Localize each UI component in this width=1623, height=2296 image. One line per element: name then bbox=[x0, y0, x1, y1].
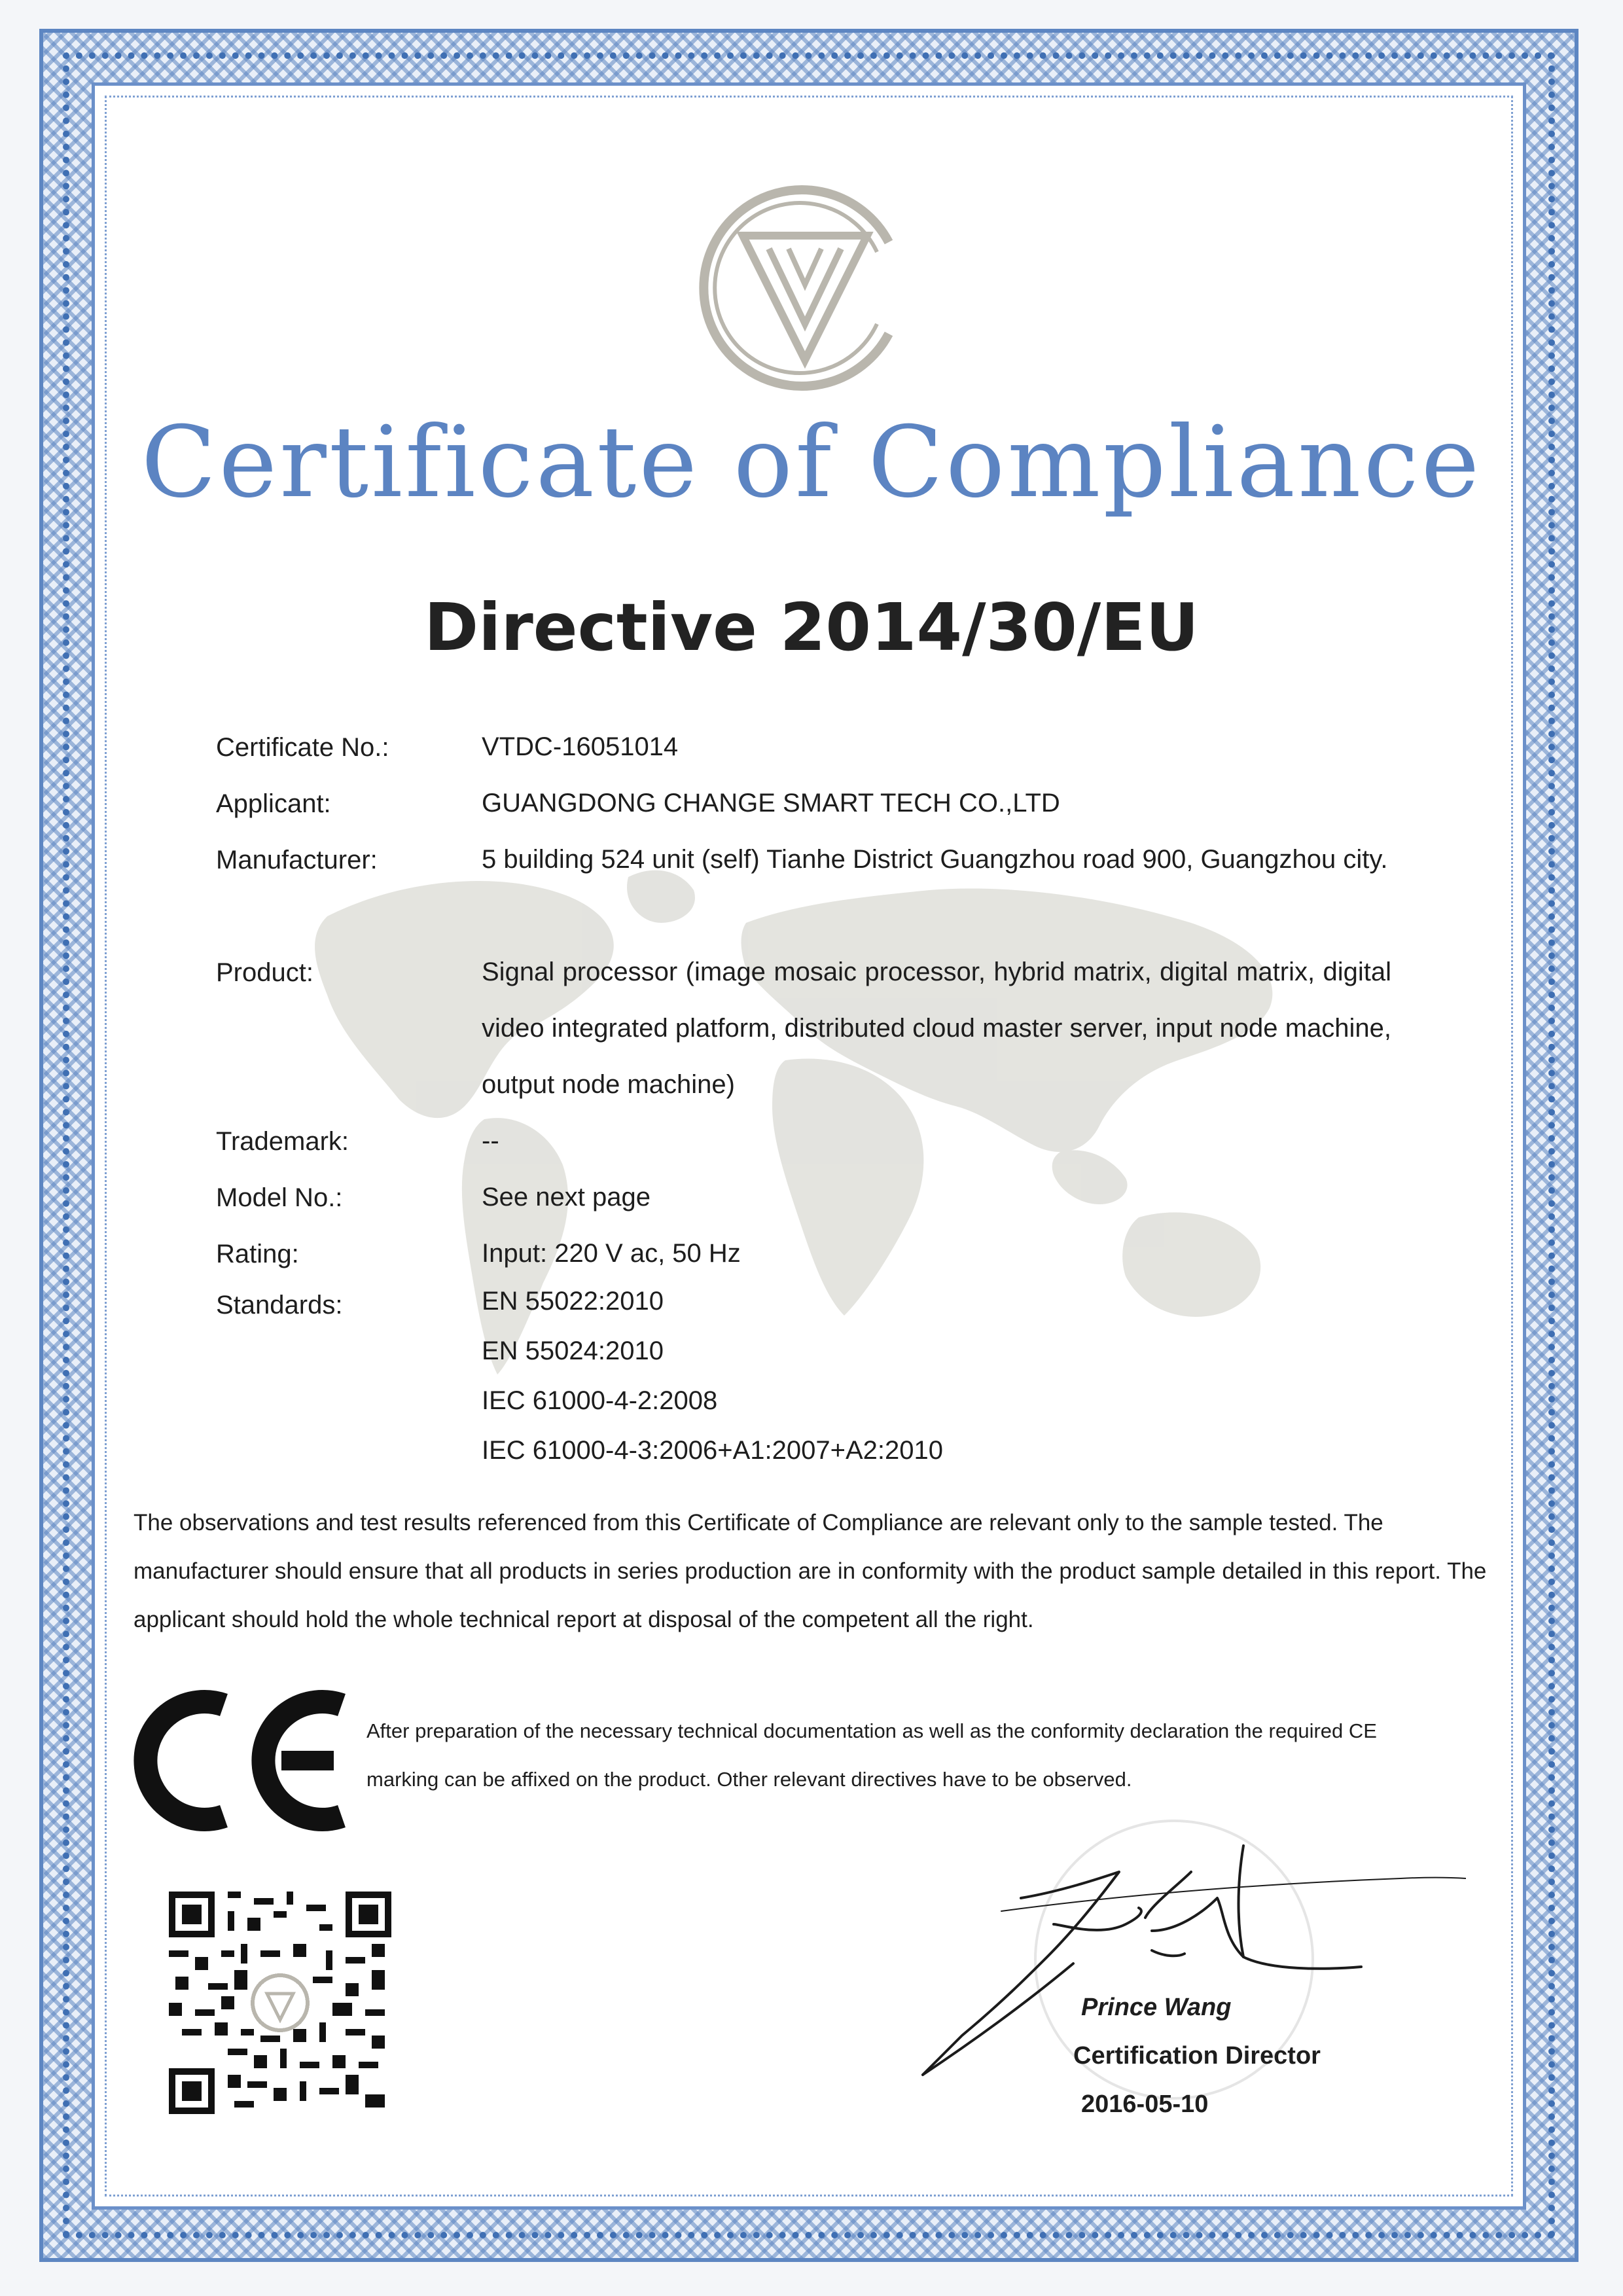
vtc-triangle-logo-icon bbox=[681, 164, 929, 412]
standard-item: EN 55024:2010 bbox=[482, 1336, 664, 1365]
applicant-label: Applicant: bbox=[216, 789, 331, 818]
signatory-role: Certification Director bbox=[1073, 2042, 1321, 2070]
model-no-label: Model No.: bbox=[216, 1183, 343, 1212]
standard-item: EN 55022:2010 bbox=[482, 1287, 664, 1316]
signature-date: 2016-05-10 bbox=[1081, 2090, 1209, 2118]
ce-marking-text: After preparation of the necessary technical documentation as well as the conformity declaration the required CE marking can be affixed on the product. Other relevant directives have to be observed. bbox=[366, 1719, 1377, 1791]
applicant-value: GUANGDONG CHANGE SMART TECH CO.,LTD bbox=[482, 789, 1060, 817]
product-label: Product: bbox=[216, 958, 313, 987]
standards-label: Standards: bbox=[216, 1291, 343, 1319]
manufacturer-value: 5 building 524 unit (self) Tianhe District Guangzhou road 900, Guangzhou city. bbox=[482, 845, 1388, 874]
trademark-label: Trademark: bbox=[216, 1127, 349, 1156]
rating-value: Input: 220 V ac, 50 Hz bbox=[482, 1239, 741, 1268]
certificate-no-label: Certificate No.: bbox=[216, 733, 389, 762]
signatory-name: Prince Wang bbox=[1081, 1994, 1232, 2021]
trademark-value: -- bbox=[482, 1126, 499, 1155]
standard-item: IEC 61000-4-3:2006+A1:2007+A2:2010 bbox=[482, 1436, 944, 1465]
manufacturer-label: Manufacturer: bbox=[216, 846, 378, 874]
directive-heading: Directive 2014/30/EU bbox=[424, 589, 1199, 666]
certificate-no-value: VTDC-16051014 bbox=[482, 732, 679, 761]
model-no-value: See next page bbox=[482, 1183, 651, 1211]
certificate-title: Certificate of Compliance bbox=[141, 406, 1482, 520]
rating-label: Rating: bbox=[216, 1240, 299, 1268]
notice-paragraph: The observations and test results referenced from this Certificate of Compliance are relevant only to the sample tested. The manufacturer should ensure that all products in series production are in conformity with the product sample detailed in this report. The applicant should hold the whole technical report at disposal of the competent all the right. bbox=[134, 1510, 1487, 1632]
product-value: Signal processor (image mosaic processor, hybrid matrix, digital matrix, digital video integrated platform, distributed cloud master server, input node machine, output node machine) bbox=[482, 958, 1391, 1099]
standard-item: IEC 61000-4-2:2008 bbox=[482, 1386, 718, 1415]
ce-mark-icon bbox=[126, 1685, 374, 1836]
qr-code-icon bbox=[169, 1892, 391, 2114]
